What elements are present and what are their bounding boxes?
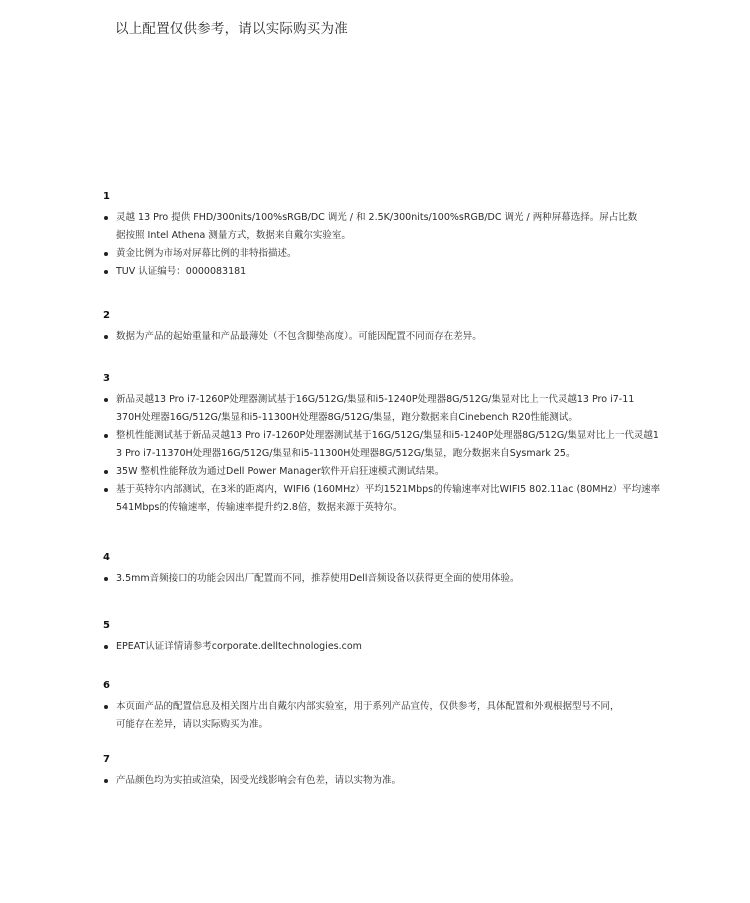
bullet-icon (104, 645, 108, 649)
footnote-text: 数据为产品的起始重量和产品最薄处（不包含脚垫高度）。可能因配置不同而存在差异。 (116, 331, 482, 342)
config-disclaimer: 以上配置仅供参考，请以实际购买为准 (115, 21, 348, 37)
footnote-section-1 (103, 191, 663, 281)
footnote-list (103, 698, 663, 734)
footnote-item (103, 263, 663, 281)
footnote-number: 5 (103, 620, 110, 631)
footnote-list (103, 772, 663, 790)
footnote-text: 灵越 13 Pro 提供 FHD/300nits/100%sRGB/DC 调光 / 和 2.5K/300nits/100%sRGB/DC 调光 / 两种屏幕选择。屏占比数据按照 Intel Athena 测量方式，数据来自戴尔实验室。 (116, 212, 638, 241)
bullet-icon (104, 488, 108, 492)
footnote-item (103, 638, 663, 656)
footnote-text: 新品灵越13 Pro i7-1260P处理器测试基于16G/512G/集显和i5-1240P处理器8G/512G/集显对比上一代灵越13 Pro i7-11370H处理器16G/512G/集显和i5-11300H处理器8G/512G/集显，跑分数据来自Cinebench R20性能测试。 (116, 394, 635, 423)
bullet-icon (104, 705, 108, 709)
footnote-item (103, 391, 663, 427)
footnote-item (103, 772, 663, 790)
bullet-icon (104, 398, 108, 402)
footnote-section-2 (103, 310, 663, 346)
footnote-number: 7 (103, 754, 110, 765)
footnote-list (103, 570, 663, 588)
footnote-text: 基于英特尔内部测试，在3米的距离内，WIFI6 (160MHz）平均1521Mbps的传输速率对比WIFI5 802.11ac (80MHz）平均速率541Mbps的传输速率，传输速率提升约2.8倍，数据来源于英特尔。 (116, 484, 661, 513)
footnote-item (103, 245, 663, 263)
bullet-icon (104, 470, 108, 474)
footnote-section-4 (103, 552, 663, 588)
footnote-list (103, 328, 663, 346)
footnote-number: 1 (103, 191, 110, 202)
footnote-item (103, 463, 663, 481)
bullet-icon (104, 335, 108, 339)
footnote-item (103, 427, 663, 463)
bullet-icon (104, 779, 108, 783)
footnote-text: EPEAT认证详情请参考corporate.delltechnologies.com (116, 641, 362, 652)
footnote-section-3 (103, 373, 663, 517)
footnote-list (103, 638, 663, 656)
footnote-text: 黄金比例为市场对屏幕比例的非特指描述。 (116, 248, 297, 259)
footnote-number: 6 (103, 680, 110, 691)
bullet-icon (104, 270, 108, 274)
footnote-item (103, 209, 663, 245)
footnote-item (103, 481, 663, 517)
footnote-number: 4 (103, 552, 110, 563)
footnote-list (103, 391, 663, 517)
footnote-number: 2 (103, 310, 110, 321)
bullet-icon (104, 577, 108, 581)
footnote-text: 35W 整机性能释放为通过Dell Power Manager软件开启狂速模式测试结果。 (116, 466, 445, 477)
footnote-item (103, 698, 663, 734)
bullet-icon (104, 434, 108, 438)
footnote-text: 本页面产品的配置信息及相关图片出自戴尔内部实验室，用于系列产品宣传，仅供参考，具体配置和外观根据型号不同，可能存在差异，请以实际购买为准。 (116, 701, 620, 730)
footnote-number: 3 (103, 373, 110, 384)
footnote-text: 3.5mm音频接口的功能会因出厂配置而不同，推荐使用Dell音频设备以获得更全面的使用体验。 (116, 573, 520, 584)
footnote-section-5 (103, 620, 663, 656)
footnote-section-7 (103, 754, 663, 790)
bullet-icon (104, 216, 108, 220)
footnote-section-6 (103, 680, 663, 734)
footnote-item (103, 328, 663, 346)
footnote-list (103, 209, 663, 281)
footnote-text: TUV 认证编号：0000083181 (116, 266, 247, 277)
footnote-text: 整机性能测试基于新品灵越13 Pro i7-1260P处理器测试基于16G/512G/集显和i5-1240P处理器8G/512G/集显对比上一代灵越13 Pro i7-11370H处理器16G/512G/集显和i5-11300H处理器8G/512G/集显，跑分数据来自Sysmark 25。 (116, 430, 659, 459)
footnote-text: 产品颜色均为实拍或渲染，因受光线影响会有色差，请以实物为准。 (116, 775, 402, 786)
footnote-item (103, 570, 663, 588)
bullet-icon (104, 252, 108, 256)
